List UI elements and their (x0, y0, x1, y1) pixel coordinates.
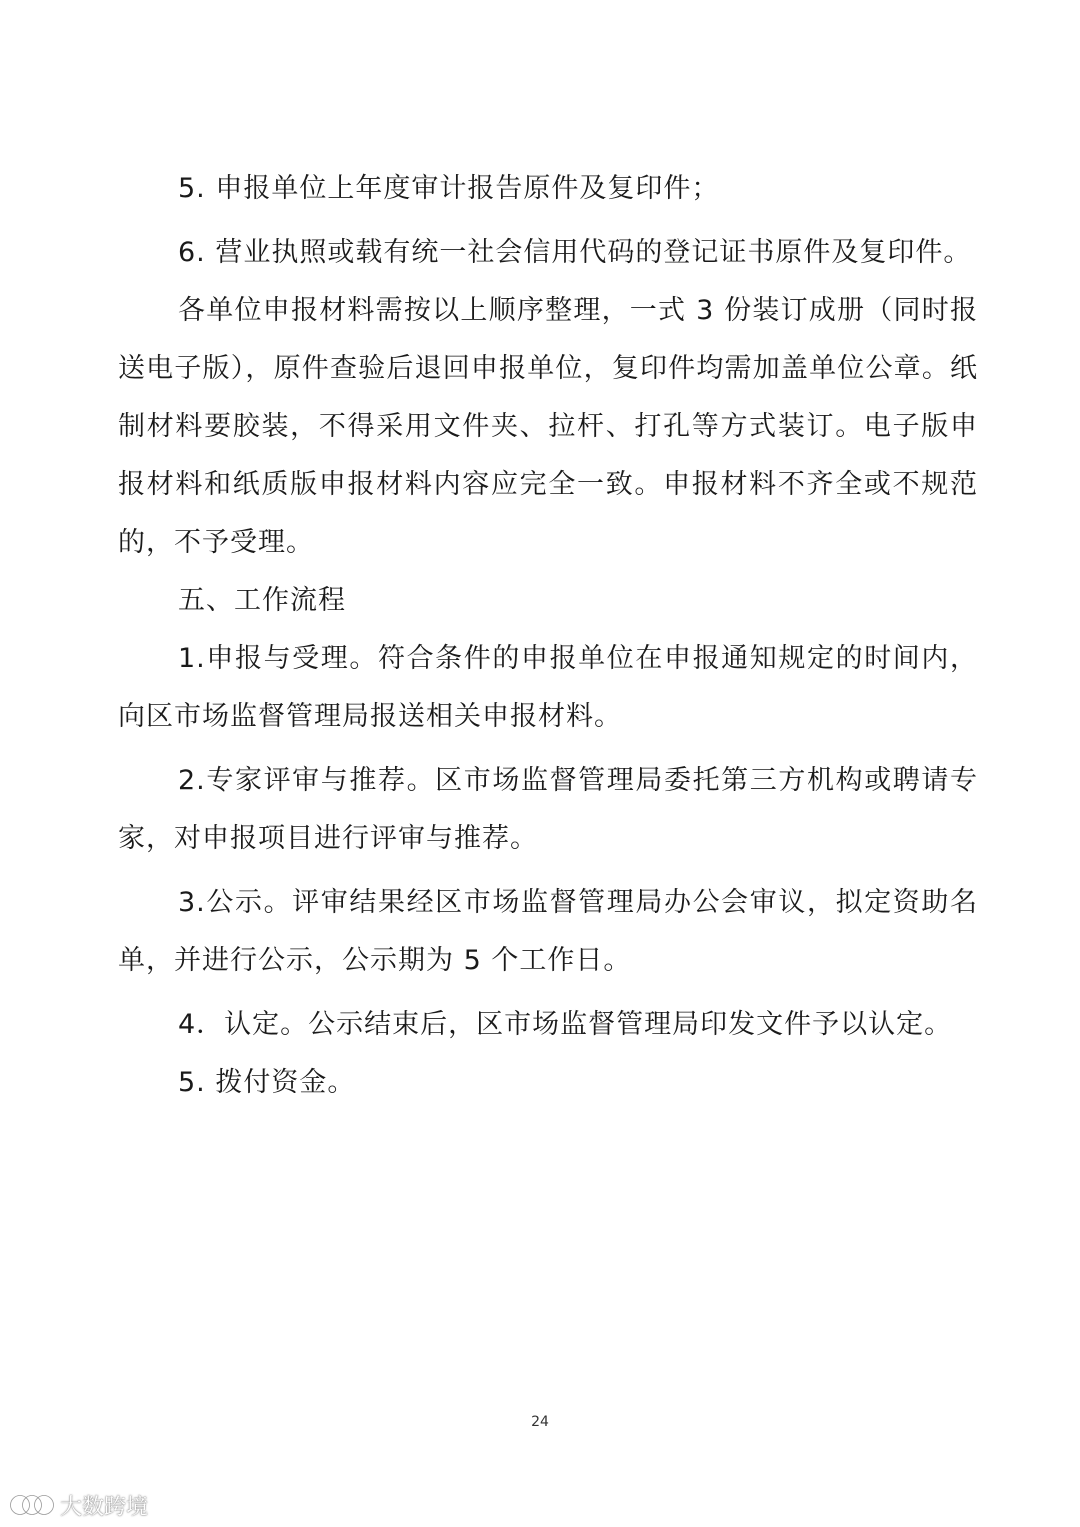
paragraph-item-5: 5. 申报单位上年度审计报告原件及复印件； (178, 173, 720, 204)
paragraph-step-2: 2.专家评审与推荐。区市场监督管理局委托第三方机构或聘请专家，对申报项目进行评审与推荐。 (118, 765, 978, 854)
paragraph-step-4: 4．认定。公示结束后，区市场监督管理局印发文件予以认定。 (178, 1009, 953, 1040)
paragraph-step-1: 1.申报与受理。符合条件的申报单位在申报通知规定的时间内，向区市场监督管理局报送相关申报材料。 (118, 643, 978, 732)
paragraph-step-5: 5. 拨付资金。 (178, 1067, 356, 1098)
watermark (10, 1490, 148, 1520)
page-number: 24 (531, 1414, 549, 1430)
paragraph-materials-requirements: 各单位申报材料需按以上顺序整理，一式 3 份装订成册（同时报送电子版），原件查验后退回申报单位，复印件均需加盖单位公章。纸制材料要胶装，不得采用文件夹、拉杆、打孔等方式装订。电子版申报材料和纸质版申报材料内容应完全一致。申报材料不齐全或不规范的，不予受理。 (118, 295, 978, 558)
watermark-logo-icon (10, 1492, 54, 1518)
paragraph-step-3: 3.公示。评审结果经区市场监督管理局办公会审议，拟定资助名单，并进行公示，公示期为 5 个工作日。 (118, 887, 978, 976)
section-heading-workflow: 五、工作流程 (178, 585, 346, 616)
paragraph-item-6: 6. 营业执照或载有统一社会信用代码的登记证书原件及复印件。 (178, 237, 972, 268)
document-body (118, 160, 978, 1112)
watermark-text: 大数跨境 (60, 1494, 149, 1520)
